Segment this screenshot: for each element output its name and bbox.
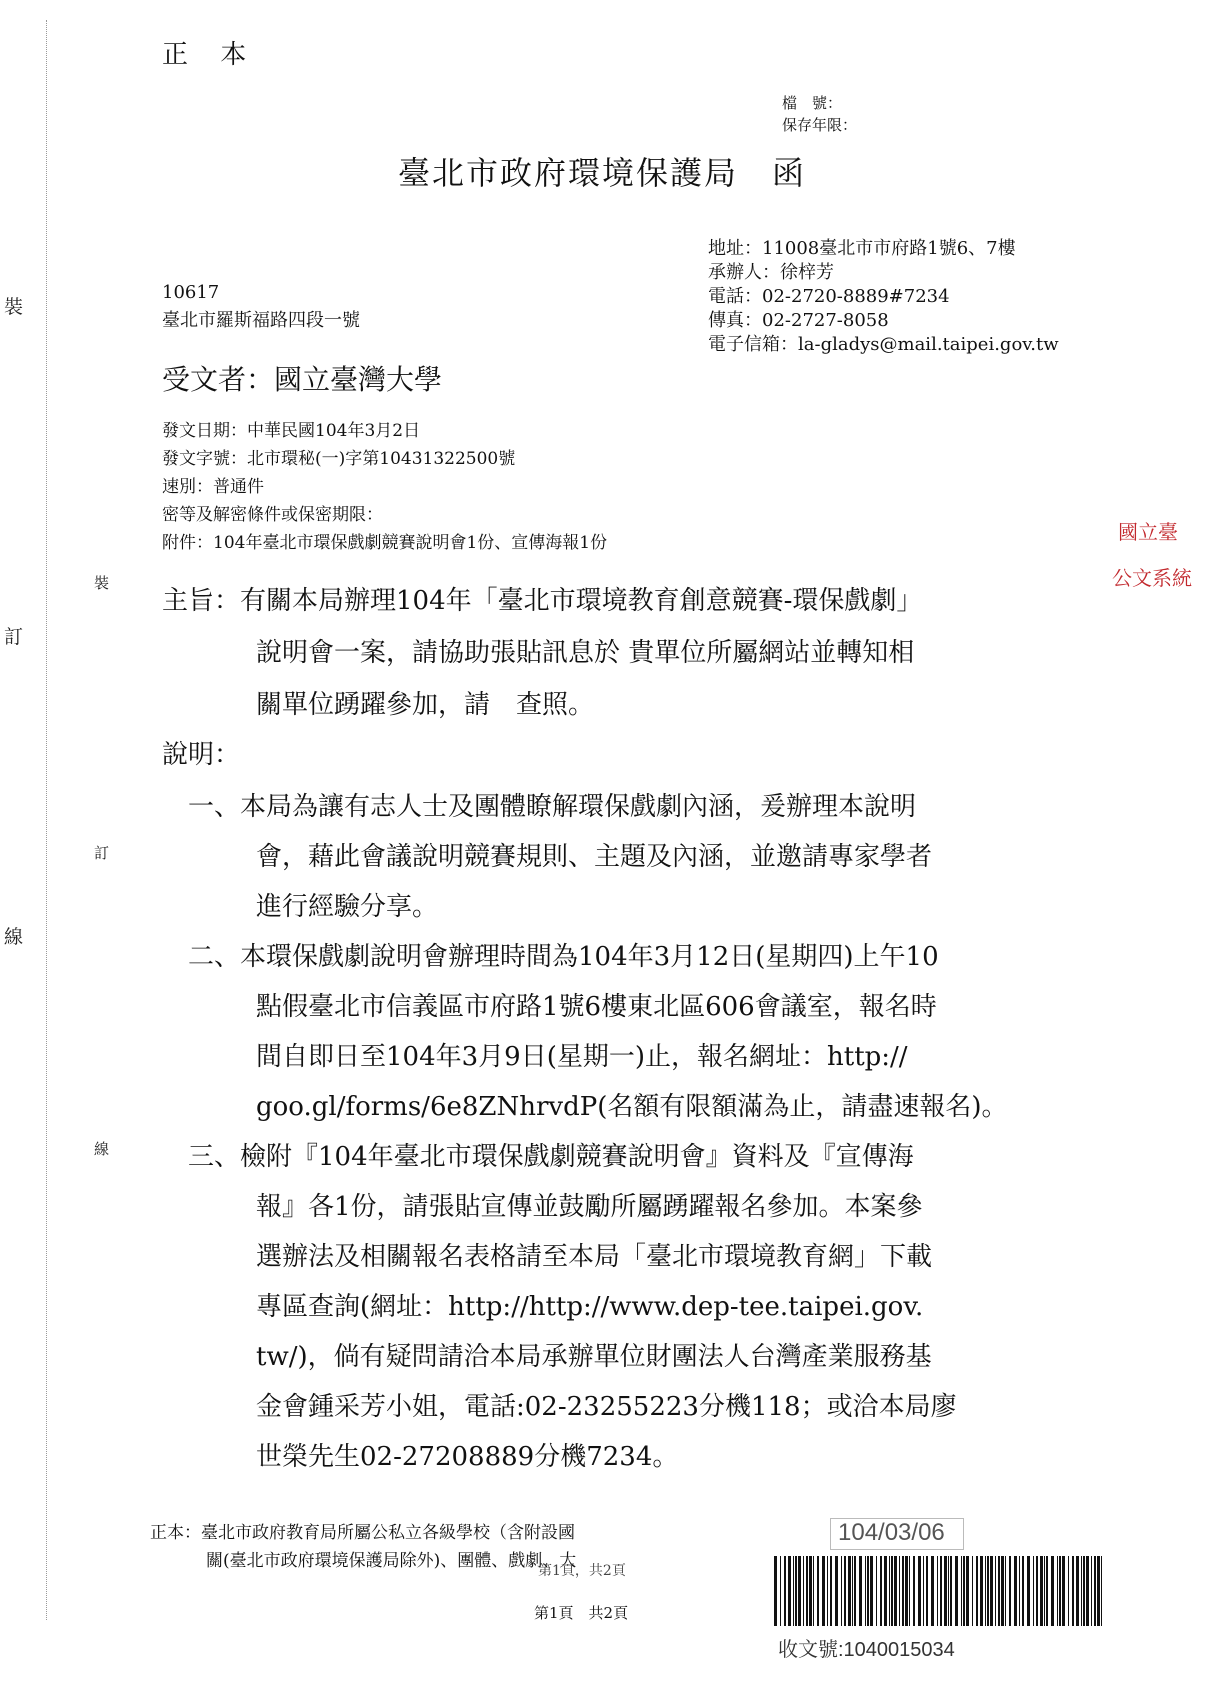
delivery-speed: 速別：普通件 — [162, 477, 264, 497]
item3-line-7: 世榮先生02-27208889分機7234。 — [256, 1442, 679, 1472]
binding-inner-ding: 訂 — [94, 844, 110, 862]
subject-line-3: 關單位踴躍參加，請 查照。 — [256, 690, 595, 720]
binding-label-xian: 線 — [4, 926, 24, 948]
barcode — [772, 1556, 1108, 1626]
binding-line — [46, 20, 47, 1620]
binding-inner-xian: 線 — [94, 1140, 110, 1158]
item2-line-4: goo.gl/forms/6e8ZNhrvdP(名額有限額滿為止，請盡速報名)。 — [256, 1092, 1008, 1122]
item2-line-3: 間自即日至104年3月9日(星期一)止，報名網址：http:// — [256, 1042, 908, 1072]
sender-address: 地址：11008臺北市市府路1號6、7樓 — [708, 238, 1016, 259]
binding-label-ding: 訂 — [4, 626, 24, 648]
item1-line-2: 會，藉此會議說明競賽規則、主題及內涵，並邀請專家學者 — [256, 842, 933, 872]
subject-line-1: 主旨：有關本局辦理104年「臺北市環境教育創意競賽-環保戲劇」 — [162, 586, 923, 616]
item1-line-1: 一、本局為讓有志人士及團體瞭解環保戲劇內涵，爰辦理本說明 — [188, 792, 917, 822]
recipient-address: 臺北市羅斯福路四段一號 — [162, 310, 360, 331]
page-indicator: 第1頁 共2頁 — [534, 1604, 629, 1622]
page-overlay: 第1頁，共2頁 — [538, 1563, 626, 1579]
sender-fax: 傳真：02-2727-8058 — [708, 310, 889, 331]
subject-line-2: 說明會一案，請協助張貼訊息於 貴單位所屬網站並轉知相 — [256, 638, 915, 668]
document-title: 臺北市政府環境保護局 函 — [398, 154, 807, 192]
item2-line-2: 點假臺北市信義區市府路1號6樓東北區606會議室，報名時 — [256, 992, 937, 1022]
item3-line-4: 專區查詢(網址：http://http://www.dep-tee.taipei.gov. — [256, 1292, 924, 1322]
secrecy-level: 密等及解密條件或保密期限： — [162, 505, 383, 525]
item3-line-3: 選辦法及相關報名表格請至本局「臺北市環境教育網」下載 — [256, 1242, 933, 1272]
receipt-stamp-line1: 國立臺 — [1118, 520, 1178, 544]
item3-line-5: tw/)，倘有疑問請洽本局承辦單位財團法人台灣產業服務基 — [256, 1342, 932, 1372]
item2-line-1: 二、本環保戲劇說明會辦理時間為104年3月12日(星期四)上午10 — [188, 942, 939, 972]
copy-label: 正 本 — [162, 40, 259, 70]
item3-line-2: 報』各1份，請張貼宣傳並鼓勵所屬踴躍報名參加。本案參 — [256, 1192, 923, 1222]
cc-line-2: 關(臺北市政府環境保護局除外)、團體、戲劇、大 — [206, 1551, 577, 1571]
sender-email: 電子信箱：la-gladys@mail.taipei.gov.tw — [708, 334, 1059, 355]
receipt-stamp-line2: 公文系統 — [1112, 566, 1192, 590]
cc-line-1: 正本：臺北市政府教育局所屬公私立各級學校（含附設國 — [150, 1523, 575, 1543]
attachments: 附件：104年臺北市環保戲劇競賽說明會1份、宣傳海報1份 — [162, 533, 608, 553]
sender-phone: 電話：02-2720-8889#7234 — [708, 286, 950, 307]
recipient-zip: 10617 — [162, 282, 220, 303]
binding-label-zhuang: 裝 — [4, 296, 24, 318]
retention-label: 保存年限： — [782, 116, 858, 134]
sender-handler: 承辦人：徐梓芳 — [708, 262, 834, 283]
file-no-label: 檔 號： — [782, 94, 843, 112]
item3-line-1: 三、檢附『104年臺北市環保戲劇競賽說明會』資料及『宣傳海 — [188, 1142, 914, 1172]
recipient: 受文者：國立臺灣大學 — [162, 363, 443, 396]
binding-inner-zhuang: 裝 — [94, 574, 110, 592]
received-date: 104/03/06 — [838, 1519, 945, 1546]
explanation-label: 說明： — [162, 740, 241, 770]
issue-date: 發文日期：中華民國104年3月2日 — [162, 421, 421, 441]
item1-line-3: 進行經驗分享。 — [256, 892, 439, 922]
item3-line-6: 金會鍾采芳小姐，電話:02-23255223分機118；或洽本局廖 — [256, 1392, 957, 1422]
receipt-number: 收文號:1040015034 — [778, 1639, 955, 1661]
document-number: 發文字號：北市環秘(一)字第10431322500號 — [162, 449, 516, 469]
